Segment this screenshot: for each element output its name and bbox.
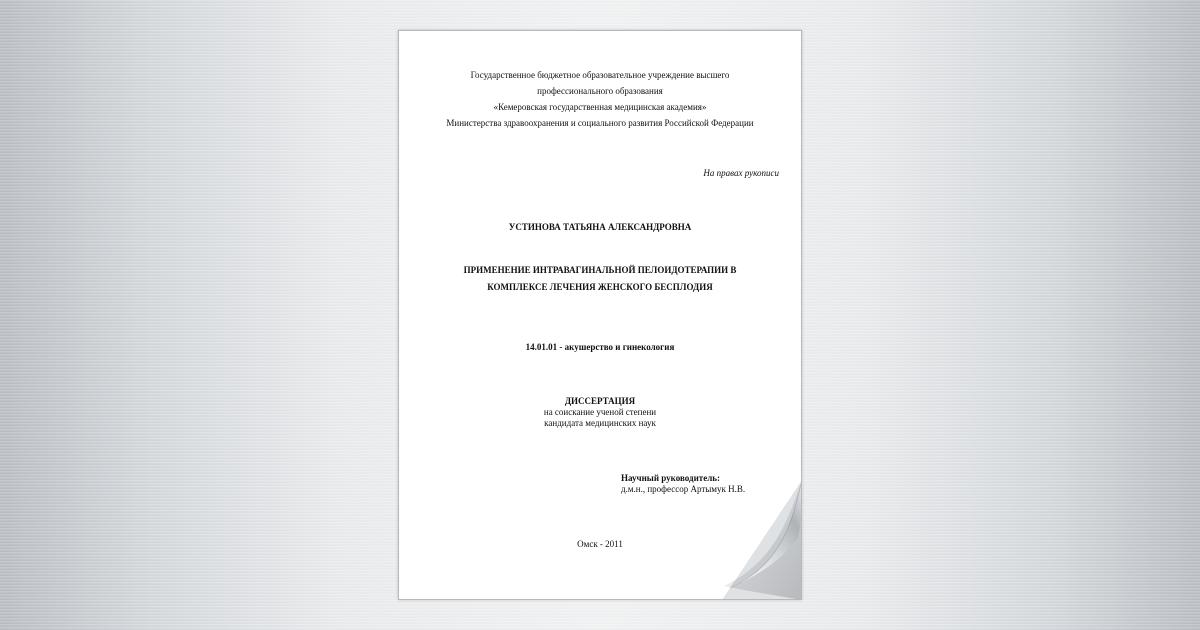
- supervisor-name: д.м.н., профессор Артымук Н.В.: [621, 484, 746, 494]
- institution-line-3: «Кемеровская государственная медицинская академия»: [493, 102, 707, 112]
- institution-line-1: Государственное бюджетное образовательное учреждение высшего: [470, 70, 730, 80]
- degree-line-2: кандидата медицинских наук: [544, 418, 656, 428]
- title-line-2: КОМПЛЕКСЕ ЛЕЧЕНИЯ ЖЕНСКОГО БЕСПЛОДИЯ: [487, 282, 713, 292]
- supervisor-label: Научный руководитель:: [621, 473, 720, 483]
- specialty: 14.01.01 - акушерство и гинекология: [525, 342, 675, 352]
- degree-line-1: на соискание ученой степени: [543, 407, 657, 417]
- manuscript-note: На правах рукописи: [703, 168, 779, 178]
- page-curl-icon: [722, 480, 802, 600]
- document-page: [398, 30, 802, 600]
- institution-line-4: Министерства здравоохранения и социального развития Российской Федерации: [446, 118, 754, 128]
- place-year: Омск - 2011: [577, 539, 623, 549]
- institution-line-2: профессионального образования: [537, 86, 663, 96]
- title-line-1: ПРИМЕНЕНИЕ ИНТРАВАГИНАЛЬНОЙ ПЕЛОИДОТЕРАПИИ В: [463, 265, 737, 275]
- work-type: ДИССЕРТАЦИЯ: [564, 396, 636, 406]
- author-name: УСТИНОВА ТАТЬЯНА АЛЕКСАНДРОВНА: [508, 222, 692, 232]
